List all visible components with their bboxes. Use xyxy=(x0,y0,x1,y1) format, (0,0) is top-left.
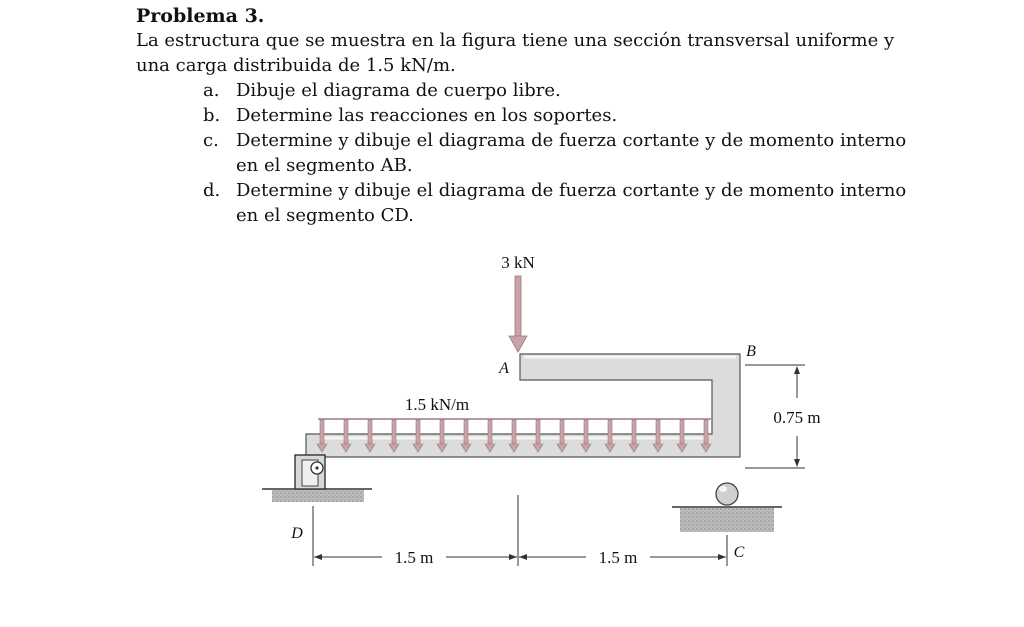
roller-shine xyxy=(719,486,727,492)
question-text-cont: en el segmento CD. xyxy=(236,205,414,226)
label-c: C xyxy=(733,544,745,561)
problem-title: Problema 3. xyxy=(136,5,265,27)
dist-load-arrow-shaft xyxy=(680,420,684,444)
question-text: Dibuje el diagrama de cuerpo libre. xyxy=(236,80,561,101)
dist-load-arrow-shaft xyxy=(416,420,420,444)
question-text: Determine y dibuje el diagrama de fuerza cortante y de momento interno xyxy=(236,180,907,201)
problem-intro-line-2: una carga distribuida de 1.5 kN/m. xyxy=(136,55,456,76)
dist-load-arrow-shaft xyxy=(560,420,564,444)
dist-load-arrow-shaft xyxy=(584,420,588,444)
question-marker: b. xyxy=(203,105,221,126)
dist-load-arrow-shaft xyxy=(320,420,324,444)
question-text: Determine y dibuje el diagrama de fuerza cortante y de momento interno xyxy=(236,130,907,151)
point-load-label: 3 kN xyxy=(501,253,535,272)
dist-load-arrow-shaft xyxy=(440,420,444,444)
label-a: A xyxy=(499,360,509,377)
dist-load-arrow-shaft xyxy=(656,420,660,444)
point-load-shaft xyxy=(515,276,521,336)
roller-support-c xyxy=(716,483,738,505)
ground-hatch-d xyxy=(272,490,364,502)
dist-load-arrow-shaft xyxy=(536,420,540,444)
dist-load-arrow-shaft xyxy=(608,420,612,444)
question-marker: d. xyxy=(203,180,221,201)
dim-height-label: 0.75 m xyxy=(773,408,821,427)
dim-span-left-label: 1.5 m xyxy=(394,548,434,567)
dim-span-right-label: 1.5 m xyxy=(598,548,638,567)
pin-center xyxy=(315,466,318,469)
dist-load-arrow-shaft xyxy=(512,420,516,444)
question-marker: c. xyxy=(203,130,219,151)
ground-hatch-c xyxy=(680,508,774,532)
dim-arrow-d xyxy=(314,554,322,560)
dist-load-label: 1.5 kN/m xyxy=(404,395,470,414)
dist-load-arrow-shaft xyxy=(392,420,396,444)
dim-arrow-bottom xyxy=(794,459,800,467)
dist-load-arrow-shaft xyxy=(464,420,468,444)
dim-arrow-c xyxy=(718,554,726,560)
dist-load-arrow-shaft xyxy=(488,420,492,444)
question-text-cont: en el segmento AB. xyxy=(236,155,413,176)
dist-load-arrow-shaft xyxy=(704,420,708,444)
dist-load-arrow-shaft xyxy=(632,420,636,444)
question-text: Determine las reacciones en los soportes. xyxy=(236,105,618,126)
dim-arrow-a-right xyxy=(519,554,527,560)
problem-intro-line-1: La estructura que se muestra en la figura tiene una sección transversal uniforme y xyxy=(136,30,895,51)
dim-arrow-top xyxy=(794,366,800,374)
label-b: B xyxy=(746,343,756,360)
point-load-head xyxy=(509,336,527,352)
label-d: D xyxy=(291,525,303,542)
question-marker: a. xyxy=(203,80,220,101)
dist-load-arrow-shaft xyxy=(368,420,372,444)
dist-load-arrow-shaft xyxy=(344,420,348,444)
dim-arrow-a-left xyxy=(509,554,517,560)
